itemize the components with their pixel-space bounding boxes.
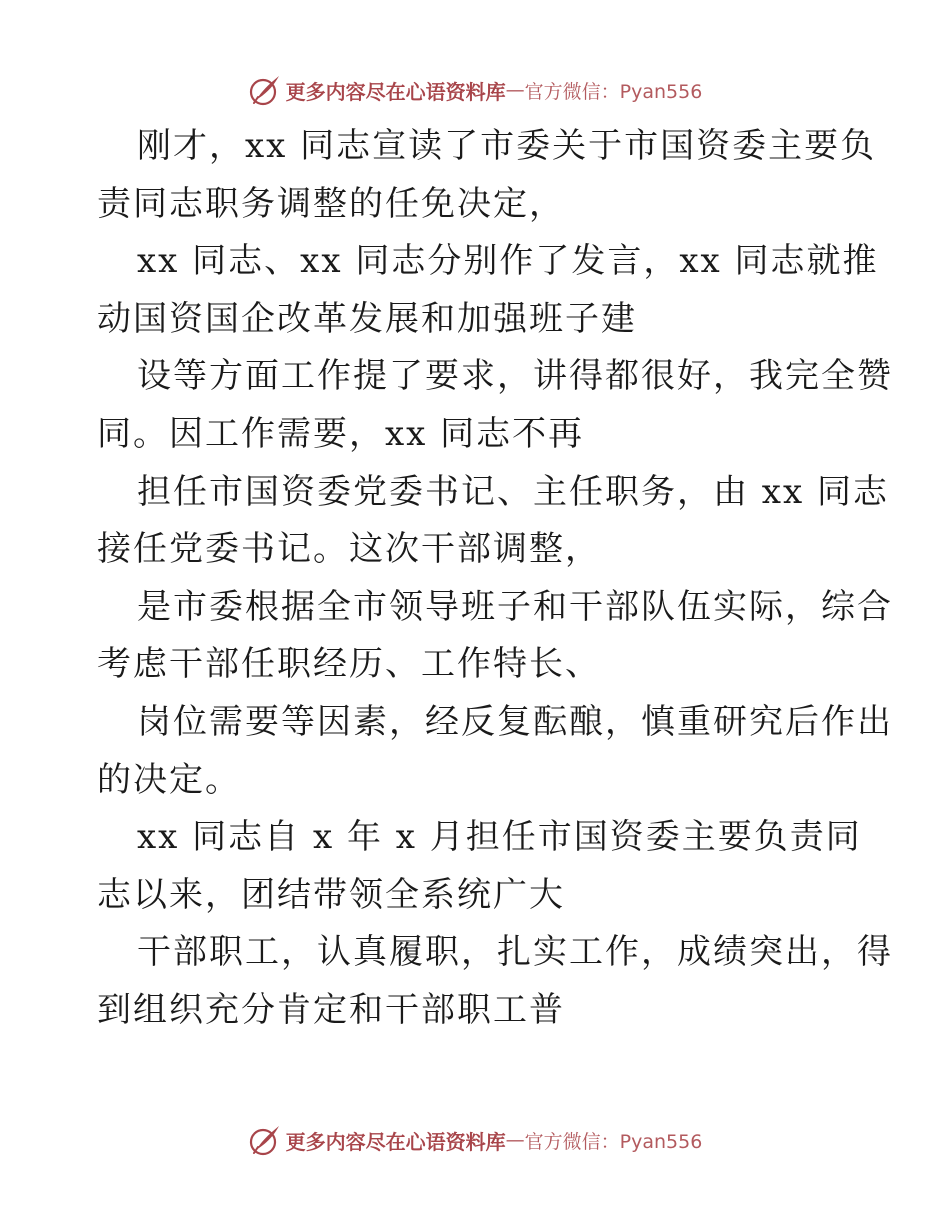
header-separator: — [505, 79, 525, 101]
footer-banner [0, 1120, 950, 1160]
quill-logo-icon [248, 1123, 282, 1157]
text-line: 是市委根据全市领导班子和干部队伍实际，综合 [137, 586, 893, 627]
text-line: 考虑干部任职经历、工作特长、 [97, 644, 601, 685]
text-line: 岗位需要等因素，经反复酝酿，慎重研究后作出 [137, 701, 893, 742]
header-contact: 官方微信：Pyan556 [524, 80, 703, 103]
text-line: 动国资国企改革发展和加强班子建 [97, 298, 637, 339]
text-line: 同。因工作需要，xx 同志不再 [97, 413, 585, 454]
text-line: 设等方面工作提了要求，讲得都很好，我完全赞 [137, 356, 893, 397]
document-body [97, 118, 893, 1040]
text-line: 接任党委书记。这次干部调整， [97, 529, 601, 570]
text-line: 到组织充分肯定和干部职工普 [97, 989, 565, 1030]
text-line: xx 同志、xx 同志分别作了发言，xx 同志就推 [137, 241, 879, 282]
text-line: 责同志职务调整的任免决定， [97, 183, 565, 224]
text-line: 志以来，团结带领全系统广大 [97, 874, 565, 915]
quill-logo-icon [248, 73, 282, 107]
text-line: 干部职工，认真履职，扎实工作，成绩突出，得 [137, 932, 893, 973]
footer-contact: 官方微信：Pyan556 [524, 1130, 703, 1153]
text-line: 的决定。 [97, 759, 241, 800]
header-banner [0, 70, 950, 110]
footer-brand: 更多内容尽在心语资料库 [285, 1129, 506, 1154]
text-line: 刚才，xx 同志宣读了市委关于市国资委主要负 [137, 126, 877, 166]
text-line: xx 同志自 x 年 x 月担任市国资委主要负责同 [137, 817, 862, 858]
footer-separator: — [505, 1129, 525, 1151]
header-brand: 更多内容尽在心语资料库 [285, 79, 506, 104]
text-line: 担任市国资委党委书记、主任职务，由 xx 同志 [137, 471, 889, 512]
